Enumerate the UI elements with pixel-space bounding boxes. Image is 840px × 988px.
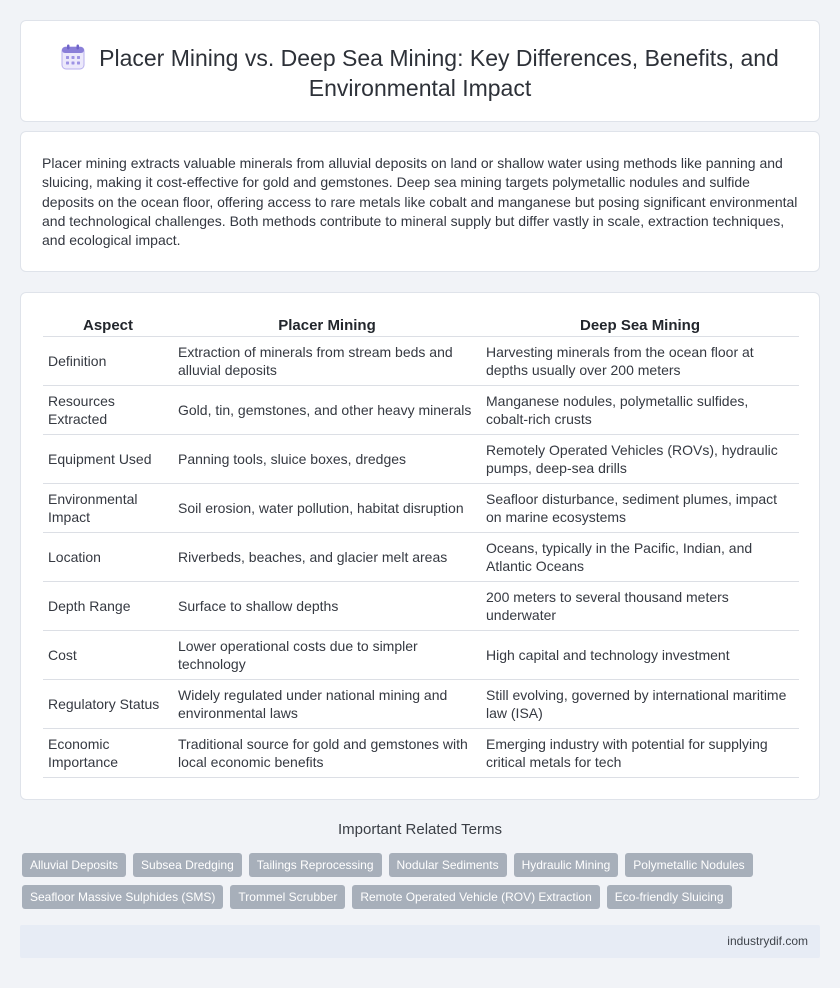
- footer-bar: [20, 925, 820, 958]
- related-terms-heading: Important Related Terms: [338, 821, 502, 838]
- header-card: [20, 20, 820, 122]
- aspect-cell: Definition: [43, 336, 173, 385]
- placer-cell: Gold, tin, gemstones, and other heavy minerals: [173, 385, 481, 434]
- term-row: [22, 853, 822, 877]
- table-row: [43, 385, 799, 434]
- table-row: [43, 336, 799, 385]
- deep-sea-cell: 200 meters to several thousand meters underwater: [481, 581, 799, 630]
- intro-paragraph: Placer mining extracts valuable minerals from alluvial deposits on land or shallow water using methods like panning and sluicing, making it cost-effective for gold and gemstones. Deep sea mining targets polymetallic nodules and sulfide deposits on the ocean floor, offering access to rare metals like cobalt and manganese but posing significant environmental and technological challenges. Both methods contribute to mineral supply but differ vastly in scale, extraction techniques, and ecological impact.: [42, 155, 798, 249]
- comparison-table: [43, 316, 799, 778]
- table-row: [43, 679, 799, 728]
- deep-sea-cell: Seafloor disturbance, sediment plumes, impact on marine ecosystems: [481, 483, 799, 532]
- placer-cell: Widely regulated under national mining and environmental laws: [173, 679, 481, 728]
- aspect-cell: Regulatory Status: [43, 679, 173, 728]
- related-terms-list: [22, 853, 822, 917]
- deep-sea-cell: High capital and technology investment: [481, 630, 799, 679]
- placer-cell: Soil erosion, water pollution, habitat disruption: [173, 483, 481, 532]
- term-row: [22, 885, 822, 909]
- aspect-cell: Resources Extracted: [43, 385, 173, 434]
- term-tag[interactable]: Tailings Reprocessing: [249, 853, 382, 877]
- term-tag[interactable]: Nodular Sediments: [389, 853, 507, 877]
- aspect-cell: Equipment Used: [43, 434, 173, 483]
- header-aspect: Aspect: [43, 316, 173, 336]
- comparison-card: [20, 292, 820, 800]
- term-tag[interactable]: Subsea Dredging: [133, 853, 242, 877]
- page-title: Placer Mining vs. Deep Sea Mining: Key Differences, Benefits, and Environmental Impact: [99, 45, 779, 101]
- intro-card: [20, 131, 820, 272]
- term-tag[interactable]: Eco-friendly Sluicing: [607, 885, 732, 909]
- aspect-cell: Cost: [43, 630, 173, 679]
- deep-sea-cell: Manganese nodules, polymetallic sulfides, cobalt-rich crusts: [481, 385, 799, 434]
- table-row: [43, 532, 799, 581]
- placer-cell: Extraction of minerals from stream beds and alluvial deposits: [173, 336, 481, 385]
- aspect-cell: Economic Importance: [43, 728, 173, 777]
- table-header-row: [43, 316, 799, 336]
- deep-sea-cell: Oceans, typically in the Pacific, Indian, and Atlantic Oceans: [481, 532, 799, 581]
- table-row: [43, 630, 799, 679]
- deep-sea-cell: Harvesting minerals from the ocean floor at depths usually over 200 meters: [481, 336, 799, 385]
- header-deep-sea-mining: Deep Sea Mining: [481, 316, 799, 336]
- term-tag[interactable]: Remote Operated Vehicle (ROV) Extraction: [352, 885, 599, 909]
- calendar-grid-icon: [61, 44, 85, 70]
- placer-cell: Lower operational costs due to simpler technology: [173, 630, 481, 679]
- placer-cell: Panning tools, sluice boxes, dredges: [173, 434, 481, 483]
- table-row: [43, 581, 799, 630]
- table-row: [43, 434, 799, 483]
- term-tag[interactable]: Seafloor Massive Sulphides (SMS): [22, 885, 223, 909]
- placer-cell: Surface to shallow depths: [173, 581, 481, 630]
- deep-sea-cell: Still evolving, governed by international maritime law (ISA): [481, 679, 799, 728]
- page-title-wrap: [21, 43, 819, 103]
- header-placer-mining: Placer Mining: [173, 316, 481, 336]
- table-row: [43, 483, 799, 532]
- term-tag[interactable]: Hydraulic Mining: [514, 853, 619, 877]
- aspect-cell: Depth Range: [43, 581, 173, 630]
- deep-sea-cell: Remotely Operated Vehicles (ROVs), hydraulic pumps, deep-sea drills: [481, 434, 799, 483]
- table-row: [43, 728, 799, 777]
- placer-cell: Traditional source for gold and gemstones with local economic benefits: [173, 728, 481, 777]
- placer-cell: Riverbeds, beaches, and glacier melt areas: [173, 532, 481, 581]
- deep-sea-cell: Emerging industry with potential for supplying critical metals for tech: [481, 728, 799, 777]
- aspect-cell: Environmental Impact: [43, 483, 173, 532]
- term-tag[interactable]: Polymetallic Nodules: [625, 853, 752, 877]
- footer-site-link[interactable]: industrydif.com: [727, 934, 808, 948]
- aspect-cell: Location: [43, 532, 173, 581]
- term-tag[interactable]: Alluvial Deposits: [22, 853, 126, 877]
- term-tag[interactable]: Trommel Scrubber: [230, 885, 345, 909]
